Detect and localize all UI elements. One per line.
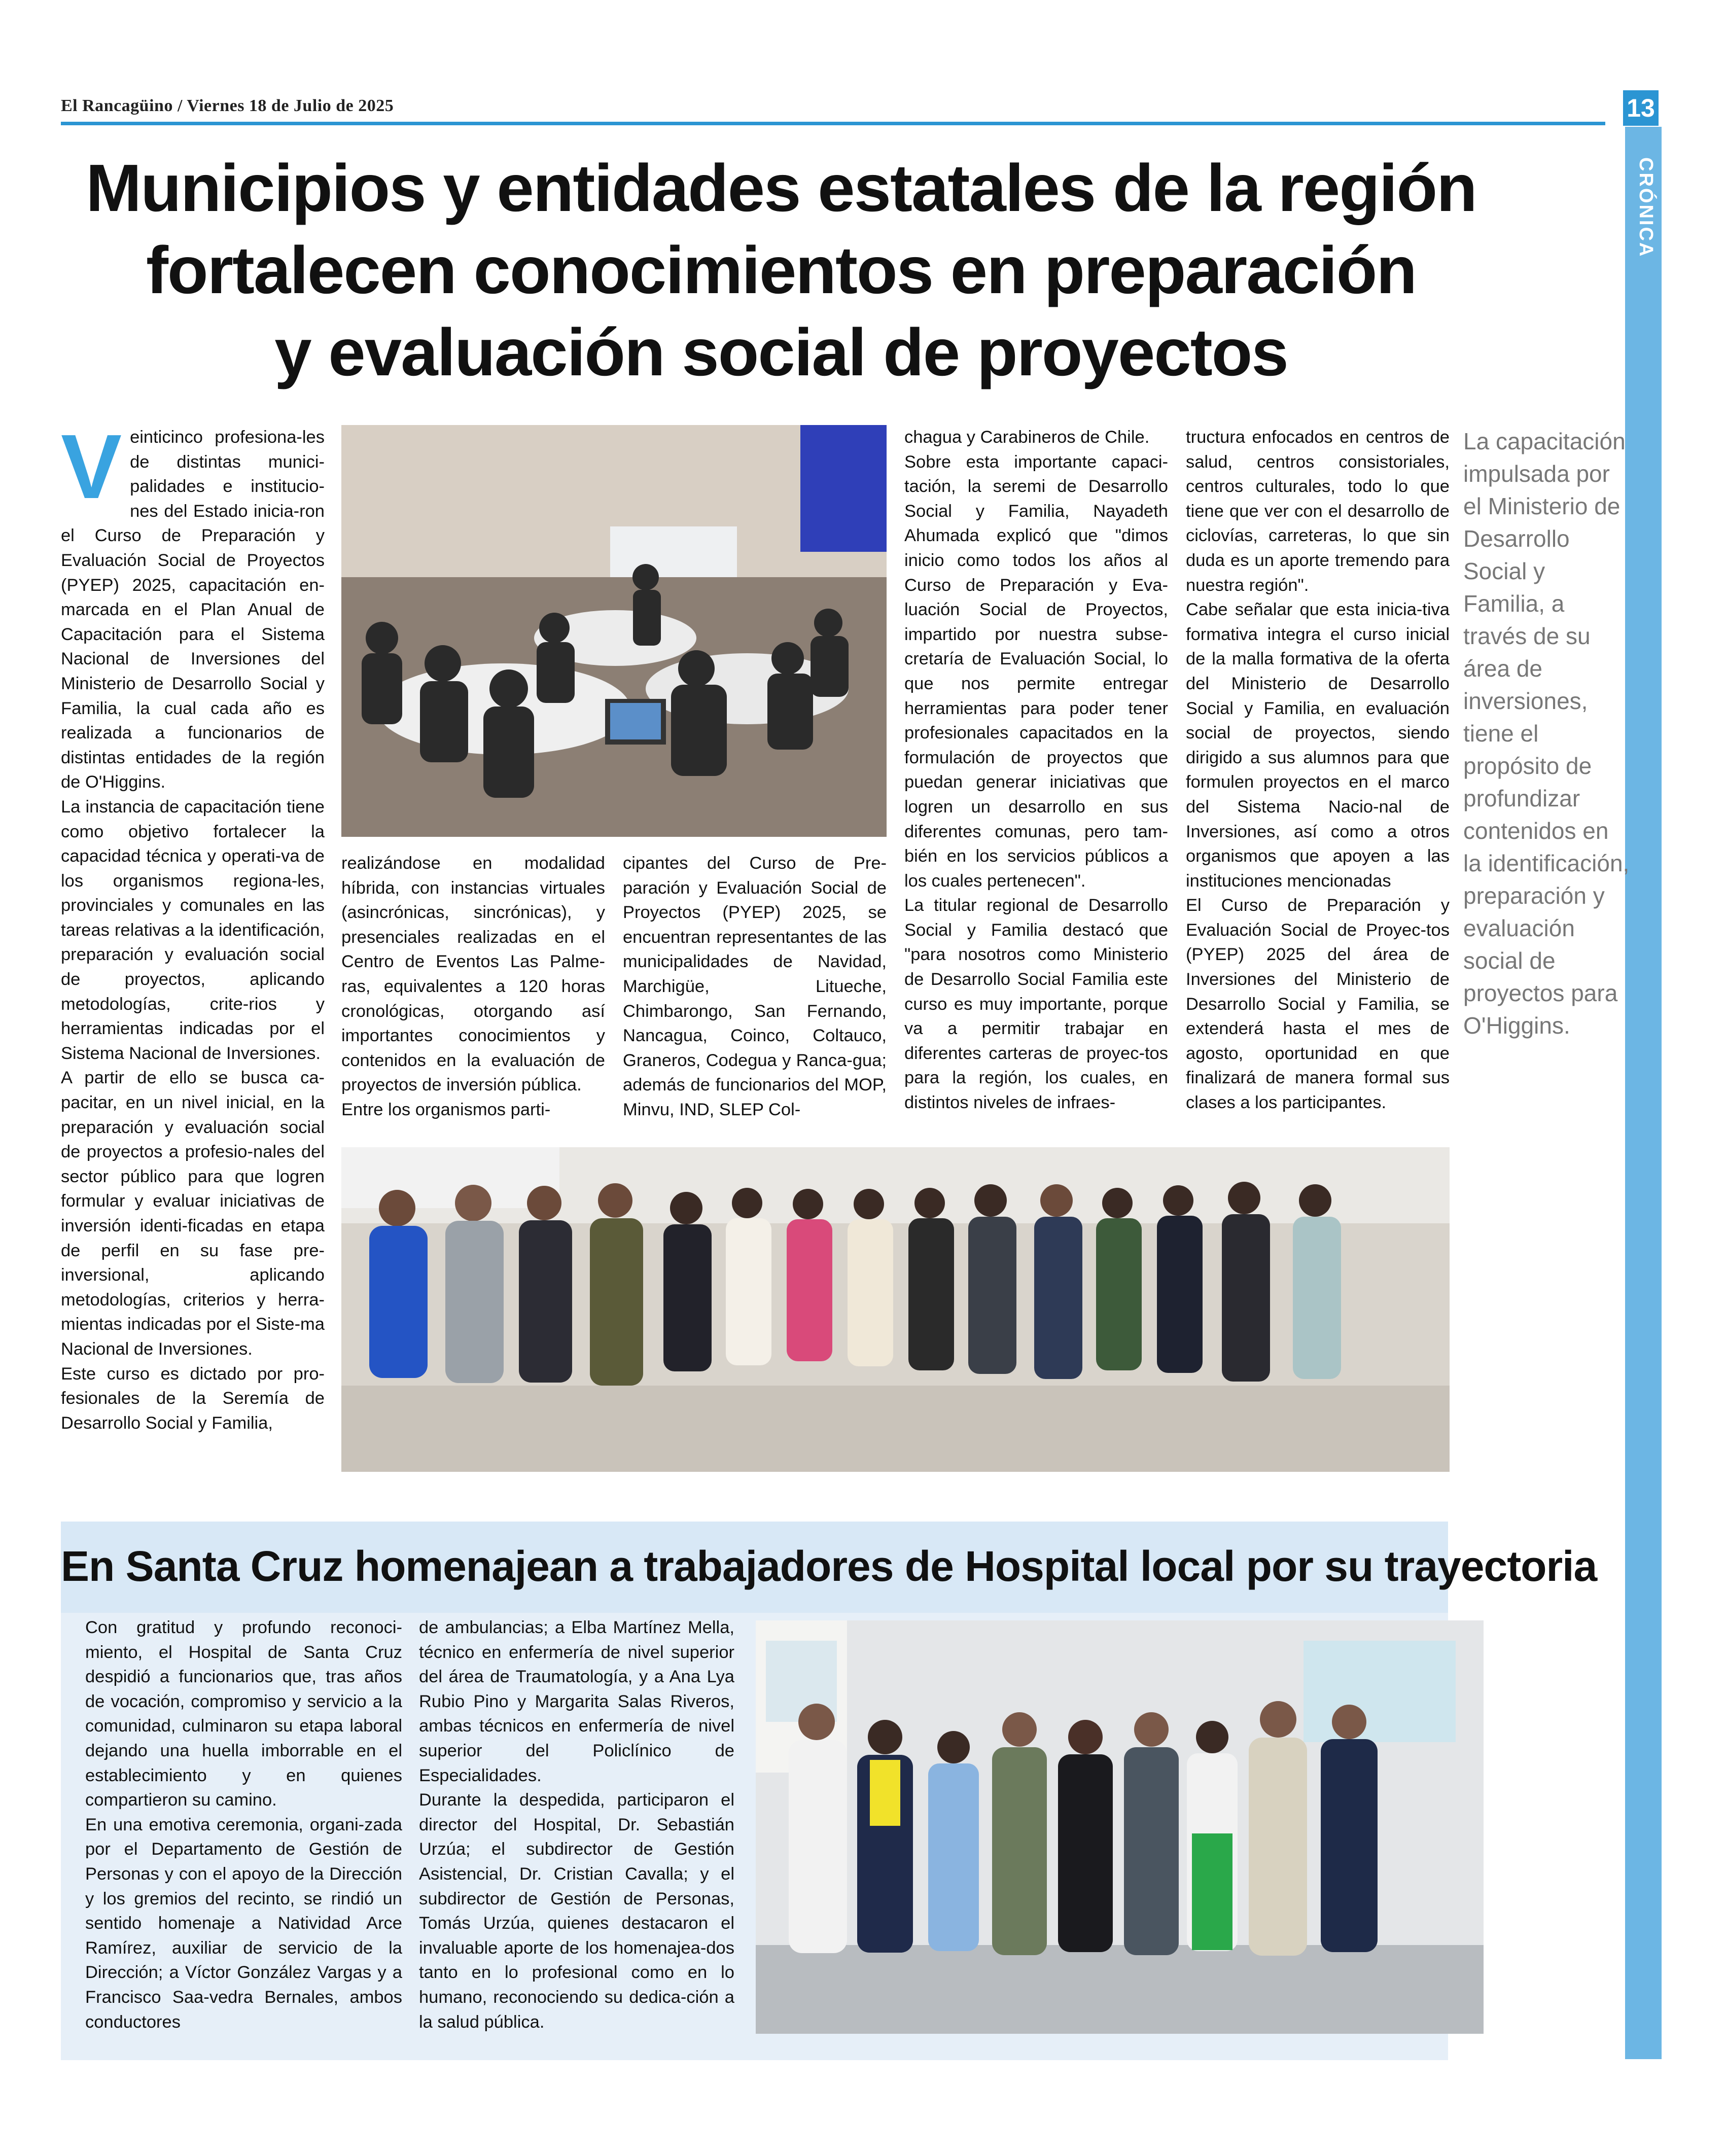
paragraph: Cabe señalar que esta inicia-tiva formativa integra el curso inicial de la malla formativa de la oferta del Ministerio de Desarrollo Social y Familia, en evaluación social de proyectos, siendo dirigido a sus alumnos para que formulen proyectos en el marco del Sistema Nacio-nal de Inversiones, así como a otros organismos que apoyen a las instituciones mencionadas	[1186, 600, 1450, 891]
article-column-5	[1186, 425, 1450, 1115]
paragraph: einticinco profesiona-les de distintas munici-palidades e institucio-nes del Estado inicia-ron el Curso de Preparación y Evaluación Social de Proyectos (PYEP) 2025, capacitación en-marcada en el Plan Anual de Capacitación para el Sistema Nacional de Inversiones del Ministerio de Desarrollo Social y Familia, la cual cada año es realizada a funcionarios de distintas entidades de la región de O'Higgins.	[61, 428, 325, 792]
paragraph: Durante la despedida, participaron el director del Hospital, Dr. Sebastián Urzúa; el subdirector de Gestión Asistencial, Dr. Cristian Cavalla; y el subdirector de Gestión de Personas, Tomás Urzúa, quienes destacaron el invaluable aporte de los homenajea-dos tanto en lo profesional como en lo humano, reconociendo su dedica-ción a la salud pública.	[419, 1790, 734, 2032]
paragraph: tructura enfocados en centros de salud, centros consistoriales, centros culturales, todo lo que tiene que ver con el desarrollo de ciclovías, carreteras, lo que sin duda es un aporte tremendo para nuestra región".	[1186, 428, 1450, 595]
paragraph: La titular regional de Desarrollo Social y Familia destacó que "para nosotros como Ministerio de Desarrollo Social Familia este curso es muy importante, porque va a permitir trabajar en diferentes carteras de proyec-tos para la región, los cuales, en distintos niveles de infraes-	[904, 896, 1168, 1113]
title-line: fortalecen conocimientos en preparación	[146, 233, 1416, 307]
group-photo	[341, 1147, 1450, 1472]
paragraph: chagua y Carabineros de Chile.	[904, 428, 1150, 447]
publication-date: Viernes 18 de Julio de 2025	[187, 96, 394, 115]
article-title	[30, 147, 1532, 394]
publication-header	[61, 96, 394, 116]
article2-column-2	[419, 1615, 734, 2034]
pull-quote: La capacitación impulsada por el Ministerio de Desarrollo Social y Familia, a través de su área de inversiones, tiene el propósito de profundizar contenidos en la identificación, preparación y evaluación social de proyectos para O'Higgins.	[1463, 428, 1630, 1039]
paragraph: El Curso de Preparación y Evaluación Social de Proyec-tos (PYEP) 2025 del área de Inversiones del Ministerio de Desarrollo Social y Familia, se extenderá hasta el mes de agosto, oportunidad en que finalizará de manera formal sus clases a los participantes.	[1186, 896, 1450, 1113]
drop-cap: V	[61, 416, 122, 518]
paragraph: En una emotiva ceremonia, organi-zada por el Departamento de Gestión de Personas y con el apoyo de la Dirección y los gremios del recinto, se rindió un sentido homenaje a Natividad Arce Ramírez, auxiliar de servicio de la Dirección; a Víctor González Vargas y a Francisco Saa-vedra Bernales, ambos conductores	[85, 1815, 402, 2032]
article-column-4	[904, 425, 1168, 1115]
paragraph: cipantes del Curso de Pre-paración y Evaluación Social de Proyectos (PYEP) 2025, se encuentran representantes de las municipalidades de Navidad, Marchigüe, Litueche, Chimbarongo, San Fernando, Nancagua, Coinco, Coltauco, Graneros, Codegua y Ranca-gua; además de funcionarios del MOP, Minvu, IND, SLEP Col-	[623, 854, 887, 1119]
paragraph: Entre los organismos parti-	[341, 1100, 551, 1119]
classroom-photo	[341, 425, 887, 837]
header-rule	[61, 122, 1605, 125]
article2-column-1	[85, 1615, 402, 2034]
title-line: y evaluación social de proyectos	[274, 315, 1288, 390]
article2-title: En Santa Cruz homenajean a trabajadores de Hospital local por su trayectoria	[61, 1542, 1597, 1590]
paragraph: realizándose en modalidad híbrida, con instancias virtuales (asincrónicas, sincrónicas), y presenciales realizadas en el Centro de Eventos Las Palme-ras, equivalentes a 120 horas cronológicas, otorgando así importantes conocimientos y contenidos en la evaluación de proyectos de inversión pública.	[341, 854, 605, 1095]
article-column-2	[341, 851, 605, 1122]
paragraph: Este curso es dictado por pro-fesionales de la Seremía de Desarrollo Social y Familia,	[61, 1364, 325, 1433]
section-label: CRÓNICA	[1635, 157, 1657, 258]
paragraph: La instancia de capacitación tiene como objetivo fortalecer la capacidad técnica y operati-va de los organismos regiona-les, provinciales y comunales en las tareas relativas a la identificación, preparación y evaluación social de proyectos, aplicando metodologías, crite-rios y herramientas indicadas por el Sistema Nacional de Inversiones.	[61, 797, 325, 1063]
paragraph: Sobre esta importante capaci-tación, la seremi de Desarrollo Social y Familia, Nayadeth Ahumada explicó que "dimos inicio como todos los años al Curso de Preparación y Eva-luación Social de Proyectos, impartido por nuestra subse-cretaría de Evaluación Social, lo que nos permite entregar herramientas para poder tener profesionales capacitados en la formulación de proyectos que puedan generar iniciativas que logren un desarrollo en sus diferentes comunas, pero tam-bién en los servicios públicos a los cuales pertenecen".	[904, 452, 1168, 891]
paragraph: de ambulancias; a Elba Martínez Mella, técnico en enfermería de nivel superior del área de Traumatología, y a Ana Lya Rubio Pino y Margarita Salas Riveros, ambas técnicos en enfermería de nivel superior del Policlínico de Especialidades.	[419, 1618, 734, 1785]
article-column-1	[61, 416, 325, 1435]
title-line: Municipios y entidades estatales de la región	[86, 151, 1476, 225]
publication-name: El Rancagüino /	[61, 96, 183, 115]
hospital-group-photo	[756, 1620, 1484, 2034]
section-sidebar	[1625, 127, 1662, 2059]
paragraph: Con gratitud y profundo reconoci-miento, el Hospital de Santa Cruz despidió a funcionarios que, tras años de vocación, compromiso y servicio a la comunidad, culminaron su etapa laboral dejando una huella imborrable en el establecimiento y en quienes compartieron su camino.	[85, 1618, 402, 1810]
page-number: 13	[1623, 90, 1659, 126]
paragraph: A partir de ello se busca ca-pacitar, en un nivel inicial, en la preparación y evaluación social de proyectos a profesio-nales del sector público para que logren formular y evaluar iniciativas de inversión identi-ficadas en etapa de perfil en su fase pre-inversional, aplicando metodologías, criterios y herra-mientas indicadas por el Siste-ma Nacional de Inversiones.	[61, 1068, 325, 1359]
article-column-3	[623, 851, 887, 1122]
